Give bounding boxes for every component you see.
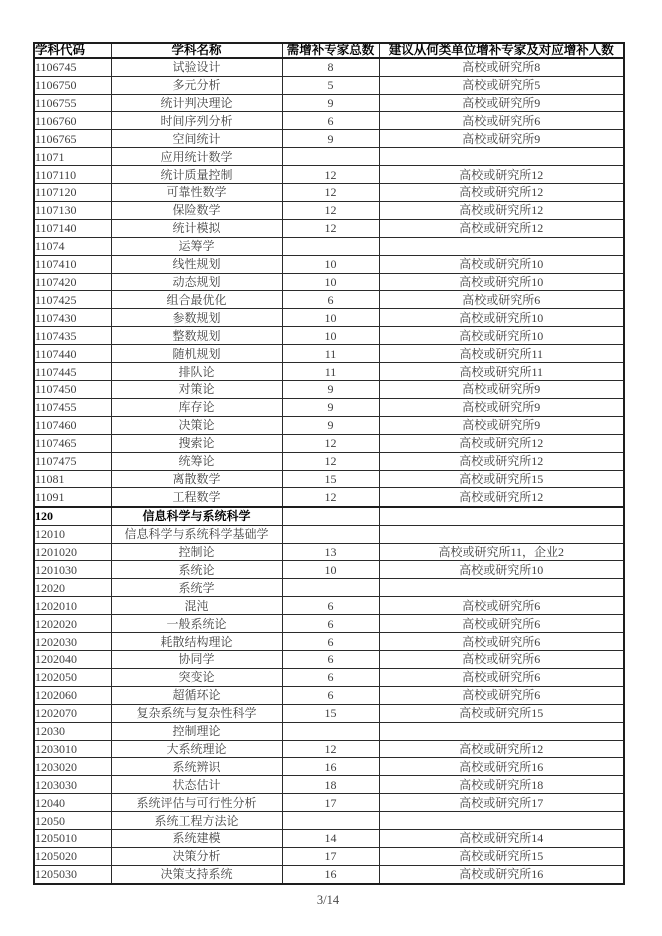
discipline-code-cell: 1203030: [34, 776, 111, 794]
discipline-name-cell: 系统建模: [111, 830, 282, 848]
suggestion-cell: 高校或研究所15: [379, 847, 624, 865]
discipline-code-cell: 1107425: [34, 291, 111, 309]
suggestion-cell: 高校或研究所10: [379, 327, 624, 345]
discipline-code-cell: 11081: [34, 470, 111, 488]
table-row: [34, 291, 624, 309]
expert-count-cell: 17: [282, 847, 379, 865]
discipline-code-cell: 11071: [34, 148, 111, 166]
discipline-name-cell: 排队论: [111, 363, 282, 381]
table-row: [34, 488, 624, 507]
header-suggestion: 建议从何类单位增补专家及对应增补人数: [379, 43, 624, 58]
discipline-name-cell: 控制论: [111, 543, 282, 561]
discipline-name-cell: 运筹学: [111, 237, 282, 255]
suggestion-cell: 高校或研究所15: [379, 704, 624, 722]
discipline-code-cell: 1106760: [34, 112, 111, 130]
suggestion-cell: 高校或研究所9: [379, 398, 624, 416]
expert-count-cell: 9: [282, 130, 379, 148]
discipline-name-cell: 超循环论: [111, 686, 282, 704]
suggestion-cell: 高校或研究所9: [379, 130, 624, 148]
table-row: [34, 94, 624, 112]
suggestion-cell: 高校或研究所15: [379, 470, 624, 488]
discipline-code-cell: 1107120: [34, 184, 111, 202]
table-header: [34, 43, 624, 58]
discipline-name-cell: 混沌: [111, 597, 282, 615]
table-row: [34, 327, 624, 345]
discipline-name-cell: 整数规划: [111, 327, 282, 345]
table-row: [34, 830, 624, 848]
suggestion-cell: 高校或研究所17: [379, 794, 624, 812]
table-row: [34, 525, 624, 543]
discipline-code-cell: 12010: [34, 525, 111, 543]
expert-count-cell: 12: [282, 166, 379, 184]
discipline-name-cell: 系统论: [111, 561, 282, 579]
discipline-code-cell: 1107420: [34, 273, 111, 291]
discipline-code-cell: 1203020: [34, 758, 111, 776]
discipline-name-cell: 保险数学: [111, 201, 282, 219]
discipline-name-cell: 系统工程方法论: [111, 812, 282, 830]
discipline-code-cell: 1205030: [34, 865, 111, 884]
table-body: [34, 58, 624, 885]
suggestion-cell: 高校或研究所9: [379, 381, 624, 399]
discipline-name-cell: 控制理论: [111, 722, 282, 740]
discipline-name-cell: 复杂系统与复杂性科学: [111, 704, 282, 722]
table-row: [34, 722, 624, 740]
discipline-code-cell: 1107455: [34, 398, 111, 416]
table-row: [34, 704, 624, 722]
suggestion-cell: 高校或研究所6: [379, 633, 624, 651]
suggestion-cell: 高校或研究所12: [379, 488, 624, 507]
header-discipline-code: 学科代码: [34, 43, 111, 58]
expert-count-cell: [282, 812, 379, 830]
discipline-name-cell: 协同学: [111, 650, 282, 668]
suggestion-cell: [379, 812, 624, 830]
suggestion-cell: [379, 579, 624, 597]
table-row: [34, 130, 624, 148]
expert-count-cell: 16: [282, 758, 379, 776]
expert-count-cell: 12: [282, 201, 379, 219]
expert-count-cell: [282, 237, 379, 255]
discipline-code-cell: 11074: [34, 237, 111, 255]
discipline-name-cell: 系统评估与可行性分析: [111, 794, 282, 812]
suggestion-cell: 高校或研究所6: [379, 291, 624, 309]
discipline-code-cell: 1106745: [34, 58, 111, 77]
discipline-name-cell: 工程数学: [111, 488, 282, 507]
suggestion-cell: [379, 525, 624, 543]
discipline-code-cell: 1203010: [34, 740, 111, 758]
table-row: [34, 452, 624, 470]
discipline-code-cell: 1202010: [34, 597, 111, 615]
suggestion-cell: [379, 237, 624, 255]
table-row: [34, 776, 624, 794]
discipline-code-cell: 1106750: [34, 76, 111, 94]
suggestion-cell: 高校或研究所5: [379, 76, 624, 94]
discipline-name-cell: 可靠性数学: [111, 184, 282, 202]
expert-count-cell: 10: [282, 561, 379, 579]
discipline-name-cell: 大系统理论: [111, 740, 282, 758]
table-row: [34, 219, 624, 237]
table-row: [34, 543, 624, 561]
expert-count-cell: 6: [282, 633, 379, 651]
table-row: [34, 686, 624, 704]
discipline-code-cell: 1201020: [34, 543, 111, 561]
table-row: [34, 865, 624, 884]
discipline-code-cell: 120: [34, 507, 111, 526]
expert-count-cell: 9: [282, 94, 379, 112]
table-row: [34, 758, 624, 776]
suggestion-cell: 高校或研究所12: [379, 201, 624, 219]
table-row: [34, 273, 624, 291]
suggestion-cell: 高校或研究所12: [379, 184, 624, 202]
suggestion-cell: 高校或研究所9: [379, 416, 624, 434]
suggestion-cell: 高校或研究所12: [379, 740, 624, 758]
discipline-code-cell: 1107450: [34, 381, 111, 399]
discipline-name-cell: 空间统计: [111, 130, 282, 148]
table-row: [34, 579, 624, 597]
discipline-name-cell: 时间序列分析: [111, 112, 282, 130]
discipline-code-cell: 12040: [34, 794, 111, 812]
expert-count-cell: 12: [282, 219, 379, 237]
discipline-code-cell: 1205010: [34, 830, 111, 848]
expert-count-cell: 6: [282, 112, 379, 130]
discipline-code-cell: 1107130: [34, 201, 111, 219]
suggestion-cell: 高校或研究所12: [379, 166, 624, 184]
table-row: [34, 345, 624, 363]
discipline-code-cell: 1106755: [34, 94, 111, 112]
expert-count-cell: 17: [282, 794, 379, 812]
table-row: [34, 201, 624, 219]
discipline-name-cell: 对策论: [111, 381, 282, 399]
suggestion-cell: 高校或研究所11: [379, 363, 624, 381]
expert-count-cell: 12: [282, 740, 379, 758]
discipline-code-cell: 1107440: [34, 345, 111, 363]
discipline-code-cell: 1202050: [34, 668, 111, 686]
suggestion-cell: 高校或研究所10: [379, 309, 624, 327]
suggestion-cell: 高校或研究所18: [379, 776, 624, 794]
discipline-name-cell: 状态估计: [111, 776, 282, 794]
expert-count-cell: [282, 722, 379, 740]
discipline-name-cell: 组合最优化: [111, 291, 282, 309]
suggestion-cell: 高校或研究所16: [379, 865, 624, 884]
table-row: [34, 470, 624, 488]
suggestion-cell: 高校或研究所6: [379, 112, 624, 130]
suggestion-cell: 高校或研究所8: [379, 58, 624, 77]
expert-count-cell: 6: [282, 597, 379, 615]
discipline-code-cell: 1106765: [34, 130, 111, 148]
table-row: [34, 58, 624, 77]
discipline-code-cell: 12050: [34, 812, 111, 830]
expert-count-cell: 9: [282, 381, 379, 399]
discipline-name-cell: 决策支持系统: [111, 865, 282, 884]
suggestion-cell: 高校或研究所11: [379, 345, 624, 363]
table-row: [34, 255, 624, 273]
discipline-name-cell: 决策分析: [111, 847, 282, 865]
table-row: [34, 561, 624, 579]
discipline-name-cell: 系统辨识: [111, 758, 282, 776]
table-row: [34, 847, 624, 865]
suggestion-cell: 高校或研究所6: [379, 650, 624, 668]
expert-count-cell: 18: [282, 776, 379, 794]
discipline-code-cell: 1107110: [34, 166, 111, 184]
table-row: [34, 633, 624, 651]
table-row: [34, 507, 624, 526]
table-row: [34, 309, 624, 327]
expert-count-cell: 16: [282, 865, 379, 884]
table-row: [34, 363, 624, 381]
table-row: [34, 112, 624, 130]
discipline-name-cell: 统计判决理论: [111, 94, 282, 112]
discipline-name-cell: 决策论: [111, 416, 282, 434]
expert-count-cell: [282, 579, 379, 597]
expert-count-cell: 10: [282, 273, 379, 291]
discipline-table: [33, 42, 625, 885]
discipline-name-cell: 信息科学与系统科学: [111, 507, 282, 526]
table-row: [34, 184, 624, 202]
discipline-name-cell: 离散数学: [111, 470, 282, 488]
suggestion-cell: [379, 148, 624, 166]
suggestion-cell: 高校或研究所12: [379, 434, 624, 452]
discipline-name-cell: 耗散结构理论: [111, 633, 282, 651]
suggestion-cell: 高校或研究所9: [379, 94, 624, 112]
expert-count-cell: 14: [282, 830, 379, 848]
table-row: [34, 740, 624, 758]
table-row: [34, 668, 624, 686]
discipline-code-cell: 1202060: [34, 686, 111, 704]
expert-count-cell: 12: [282, 452, 379, 470]
suggestion-cell: 高校或研究所6: [379, 668, 624, 686]
discipline-name-cell: 系统学: [111, 579, 282, 597]
table-row: [34, 812, 624, 830]
table-row: [34, 398, 624, 416]
suggestion-cell: 高校或研究所10: [379, 255, 624, 273]
suggestion-cell: 高校或研究所11，企业2: [379, 543, 624, 561]
page-number: 3/14: [316, 893, 340, 907]
table-row: [34, 76, 624, 94]
discipline-name-cell: 多元分析: [111, 76, 282, 94]
table-row: [34, 794, 624, 812]
table-row: [34, 615, 624, 633]
discipline-name-cell: 信息科学与系统科学基础学: [111, 525, 282, 543]
discipline-code-cell: 1107410: [34, 255, 111, 273]
discipline-code-cell: 1107435: [34, 327, 111, 345]
table-row: [34, 148, 624, 166]
discipline-code-cell: 1107140: [34, 219, 111, 237]
discipline-name-cell: 试验设计: [111, 58, 282, 77]
suggestion-cell: [379, 722, 624, 740]
suggestion-cell: 高校或研究所14: [379, 830, 624, 848]
expert-count-cell: 6: [282, 668, 379, 686]
expert-count-cell: 10: [282, 309, 379, 327]
suggestion-cell: 高校或研究所10: [379, 273, 624, 291]
expert-count-cell: 10: [282, 327, 379, 345]
table-row: [34, 597, 624, 615]
discipline-code-cell: 12030: [34, 722, 111, 740]
discipline-code-cell: 1202070: [34, 704, 111, 722]
expert-count-cell: 13: [282, 543, 379, 561]
suggestion-cell: 高校或研究所12: [379, 452, 624, 470]
discipline-code-cell: 12020: [34, 579, 111, 597]
discipline-name-cell: 随机规划: [111, 345, 282, 363]
discipline-name-cell: 搜索论: [111, 434, 282, 452]
discipline-name-cell: 参数规划: [111, 309, 282, 327]
discipline-code-cell: 1107475: [34, 452, 111, 470]
discipline-name-cell: 应用统计数学: [111, 148, 282, 166]
discipline-name-cell: 线性规划: [111, 255, 282, 273]
expert-count-cell: 12: [282, 488, 379, 507]
discipline-code-cell: 1107430: [34, 309, 111, 327]
table-row: [34, 416, 624, 434]
table-row: [34, 650, 624, 668]
discipline-name-cell: 库存论: [111, 398, 282, 416]
expert-count-cell: 11: [282, 363, 379, 381]
discipline-code-cell: 1202040: [34, 650, 111, 668]
suggestion-cell: 高校或研究所6: [379, 615, 624, 633]
discipline-code-cell: 1107465: [34, 434, 111, 452]
discipline-name-cell: 统计质量控制: [111, 166, 282, 184]
discipline-code-cell: 1202020: [34, 615, 111, 633]
discipline-code-cell: 11091: [34, 488, 111, 507]
suggestion-cell: 高校或研究所10: [379, 561, 624, 579]
expert-count-cell: 6: [282, 291, 379, 309]
expert-count-cell: 8: [282, 58, 379, 77]
header-discipline-name: 学科名称: [111, 43, 282, 58]
discipline-code-cell: 1107460: [34, 416, 111, 434]
expert-count-cell: 10: [282, 255, 379, 273]
discipline-name-cell: 统筹论: [111, 452, 282, 470]
expert-count-cell: 6: [282, 615, 379, 633]
expert-count-cell: 9: [282, 398, 379, 416]
discipline-name-cell: 统计模拟: [111, 219, 282, 237]
table-row: [34, 166, 624, 184]
expert-count-cell: [282, 507, 379, 526]
suggestion-cell: 高校或研究所12: [379, 219, 624, 237]
expert-count-cell: 15: [282, 470, 379, 488]
expert-count-cell: [282, 525, 379, 543]
expert-count-cell: 6: [282, 686, 379, 704]
discipline-code-cell: 1107445: [34, 363, 111, 381]
table-row: [34, 434, 624, 452]
discipline-code-cell: 1201030: [34, 561, 111, 579]
header-row: [34, 43, 624, 58]
suggestion-cell: 高校或研究所6: [379, 686, 624, 704]
expert-count-cell: 6: [282, 650, 379, 668]
suggestion-cell: 高校或研究所16: [379, 758, 624, 776]
table-row: [34, 237, 624, 255]
expert-count-cell: 12: [282, 184, 379, 202]
expert-count-cell: 12: [282, 434, 379, 452]
table-row: [34, 381, 624, 399]
discipline-name-cell: 一般系统论: [111, 615, 282, 633]
discipline-code-cell: 1205020: [34, 847, 111, 865]
expert-count-cell: [282, 148, 379, 166]
suggestion-cell: 高校或研究所6: [379, 597, 624, 615]
discipline-name-cell: 动态规划: [111, 273, 282, 291]
discipline-code-cell: 1202030: [34, 633, 111, 651]
expert-count-cell: 11: [282, 345, 379, 363]
expert-count-cell: 15: [282, 704, 379, 722]
discipline-name-cell: 突变论: [111, 668, 282, 686]
header-expert-count: 需增补专家总数: [282, 43, 379, 58]
suggestion-cell: [379, 507, 624, 526]
expert-count-cell: 5: [282, 76, 379, 94]
expert-count-cell: 9: [282, 416, 379, 434]
